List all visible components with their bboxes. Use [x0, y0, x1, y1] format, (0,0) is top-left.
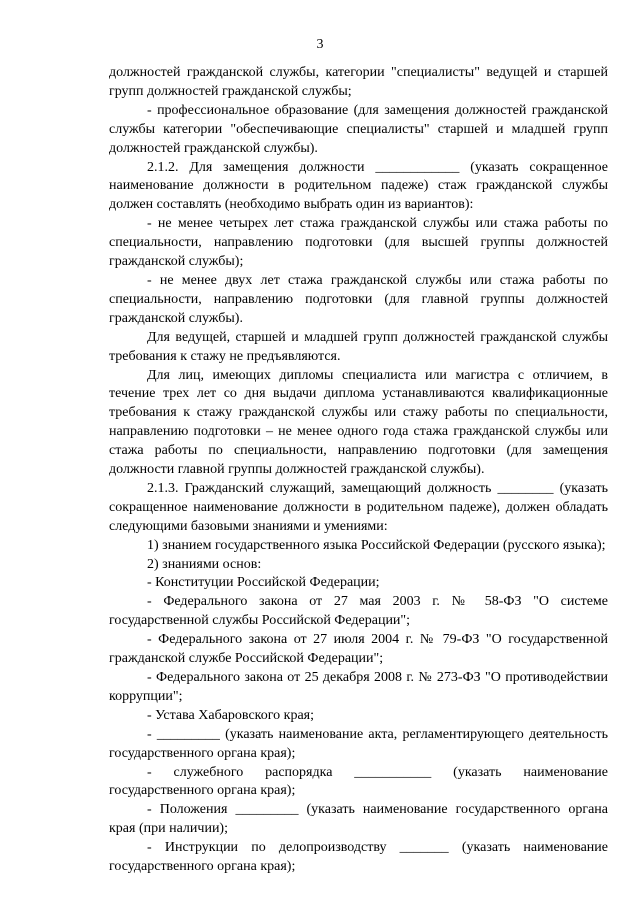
paragraph: - Положения _________ (указать наименование государственного органа края (при наличии); — [109, 802, 608, 837]
paragraph: 2.1.2. Для замещения должности ____________ (указать сокращенное наименование должности в родительном падеже) стаж гражданской службы должен составлять (необходимо выбрать один из вариантов): — [109, 159, 608, 213]
paragraph: - Федерального закона от 27 мая 2003 г. № 58-ФЗ "О системе государственной службы Российской Федерации"; — [109, 594, 608, 629]
paragraph: - _________ (указать наименование акта, регламентирующего деятельность государственного органа края); — [109, 726, 608, 761]
paragraph: - Конституции Российской Федерации; — [147, 575, 380, 591]
page-number: 3 — [316, 37, 324, 52]
paragraph: - не менее двух лет стажа гражданской службы или стажа работы по специальности, направлению подготовки (для главной группы должностей гражданской службы). — [109, 272, 608, 326]
paragraph: Для лиц, имеющих дипломы специалиста или магистра с отличием, в течение трех лет со дня выдачи диплома устанавливаются квалификационные требования к стажу гражданской службы или стажу работы по специальности, направлению подготовки – не менее одного года стажа гражданской службы или стажа работы по специальности, направлению подготовки (для замещения должности главной группы должностей гражданской службы). — [109, 367, 608, 478]
paragraph: - не менее четырех лет стажа гражданской службы или стажа работы по специальности, направлению подготовки (для высшей группы должностей гражданской службы); — [109, 216, 608, 270]
paragraph: - служебного распорядка ___________ (указать наименование государственного органа края); — [109, 764, 608, 799]
paragraph: - Инструкции по делопроизводству _______ (указать наименование государственного органа края); — [109, 840, 608, 875]
paragraph: - Устава Хабаровского края; — [147, 707, 314, 723]
paragraph: 2.1.3. Гражданский служащий, замещающий должность ________ (указать сокращенное наименование должности в родительном падеже), должен обладать следующими базовыми знаниями и умениями: — [109, 480, 608, 534]
paragraph: 2) знаниями основ: — [147, 556, 262, 572]
paragraph: Для ведущей, старшей и младшей групп должностей гражданской службы требования к стажу не предъявляются. — [109, 329, 608, 364]
paragraph: 1) знанием государственного языка Российской Федерации (русского языка); — [147, 537, 606, 553]
paragraph: - профессиональное образование (для замещения должностей гражданской службы категории "обеспечивающие специалисты" старшей и младшей групп должностей гражданской службы). — [109, 102, 608, 156]
paragraph: должностей гражданской службы, категории "специалисты" ведущей и старшей групп должностей гражданской службы; — [109, 65, 608, 99]
document-body — [109, 64, 608, 877]
paragraph: - Федерального закона от 25 декабря 2008 г. № 273-ФЗ "О противодействии коррупции"; — [109, 670, 608, 704]
paragraph: - Федерального закона от 27 июля 2004 г. № 79-ФЗ "О государственной гражданской службе Российской Федерации"; — [109, 632, 608, 667]
